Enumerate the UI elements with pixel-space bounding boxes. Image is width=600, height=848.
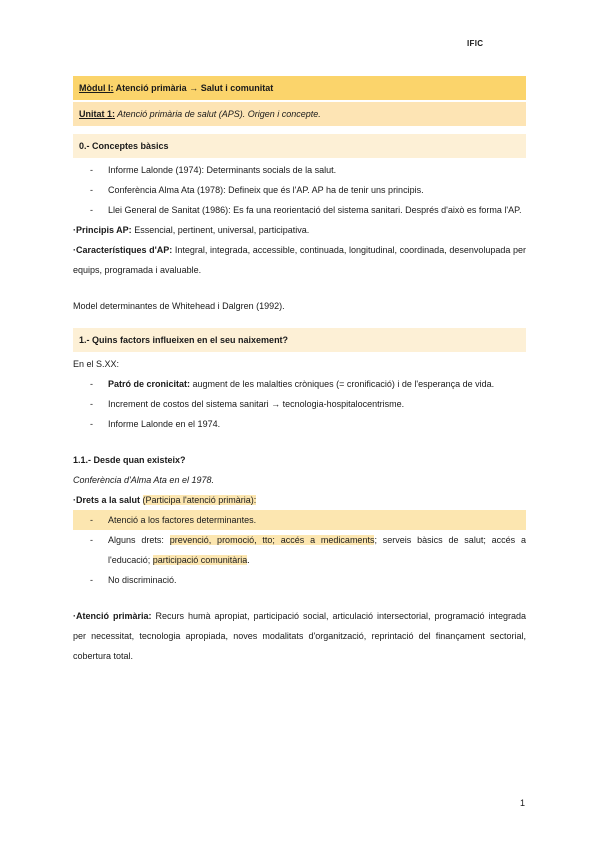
drets-middle: ; serveis bàsics de salut; accés a l'educació; bbox=[108, 535, 527, 565]
list-item: - Atenció a los factores determinantes. bbox=[73, 510, 526, 530]
caracteristiques-text: Integral, integrada, accessible, continuada, longitudinal, coordinada, desenvolupada per equips, programada i avaluable. bbox=[73, 245, 526, 275]
atencio-label: ·Atenció primària: bbox=[73, 611, 152, 621]
caracteristiques-label: ·Característiques d'AP: bbox=[73, 245, 173, 255]
drets-label: ·Drets a la salut bbox=[73, 495, 141, 505]
section0-title: 0.- Conceptes bàsics bbox=[73, 134, 526, 158]
modul-label: Mòdul I: bbox=[79, 83, 114, 93]
list-item bbox=[73, 374, 526, 394]
drets-paragraph bbox=[73, 490, 526, 510]
section11-title: 1.1.- Desde quan existeix? bbox=[73, 455, 186, 465]
cronicitat-text: augment de les malalties cròniques (= cronificació) i de l'esperança de vida. bbox=[190, 379, 495, 389]
section0-list bbox=[73, 160, 526, 220]
model-paragraph: Model determinantes de Whitehead i Dalgren (1992). bbox=[73, 301, 285, 311]
modul-text: Atenció primària → Salut i comunitat bbox=[113, 83, 274, 93]
list-item: - Llei General de Sanitat (1986): Es fa una reorientació del sistema sanitari. Després d'això es forma l'AP. bbox=[73, 200, 526, 220]
drets-highlight-1: prevenció, promoció, tto; accés a medicaments bbox=[169, 535, 375, 545]
caracteristiques-paragraph bbox=[73, 240, 526, 280]
header-tag: IFIC bbox=[467, 39, 484, 48]
modul-heading bbox=[73, 76, 526, 100]
drets-highlight: (Participa l'atenció primària): bbox=[142, 495, 257, 505]
atencio-paragraph bbox=[73, 606, 526, 666]
list-item bbox=[73, 530, 526, 570]
unitat-text: Atenció primària de salut (APS). Origen i concepte. bbox=[115, 109, 321, 119]
list-item: - Increment de costos del sistema sanitari → tecnologia-hospitalocentrisme. bbox=[73, 394, 526, 414]
drets-list bbox=[73, 510, 526, 590]
section1-intro: En el S.XX: bbox=[73, 359, 120, 369]
principis-paragraph bbox=[73, 220, 526, 240]
alma-ata-line: Conferència d'Alma Ata en el 1978. bbox=[73, 475, 214, 485]
principis-text: Essencial, pertinent, universal, participativa. bbox=[131, 225, 310, 235]
drets-prefix: Alguns drets: bbox=[108, 535, 170, 545]
document-content bbox=[73, 76, 526, 666]
list-item: - Conferència Alma Ata (1978): Defineix que és l'AP. AP ha de tenir uns principis. bbox=[73, 180, 526, 200]
drets-highlight-2: participació comunitària bbox=[152, 555, 248, 565]
page-number: 1 bbox=[520, 798, 526, 808]
drets-end: . bbox=[247, 555, 250, 565]
unitat-heading bbox=[73, 102, 526, 126]
section1-title: 1.- Quins factors influeixen en el seu naixement? bbox=[73, 328, 526, 352]
list-item: - Informe Lalonde en el 1974. bbox=[73, 414, 526, 434]
cronicitat-label: Patró de cronicitat: bbox=[108, 379, 191, 389]
unitat-label: Unitat 1: bbox=[79, 109, 115, 119]
list-item: - No discriminació. bbox=[73, 570, 526, 590]
section1-list bbox=[73, 374, 526, 434]
principis-label: ·Principis AP: bbox=[73, 225, 132, 235]
atencio-text: Recurs humà apropiat, participació social, articulació intersectorial, programació integrada per necessitat, tecnologia apropiada, noves modalitats d'organització, reprintació del finançament sectorial, cobertura total. bbox=[73, 611, 526, 661]
list-item: - Informe Lalonde (1974): Determinants socials de la salut. bbox=[73, 160, 526, 180]
